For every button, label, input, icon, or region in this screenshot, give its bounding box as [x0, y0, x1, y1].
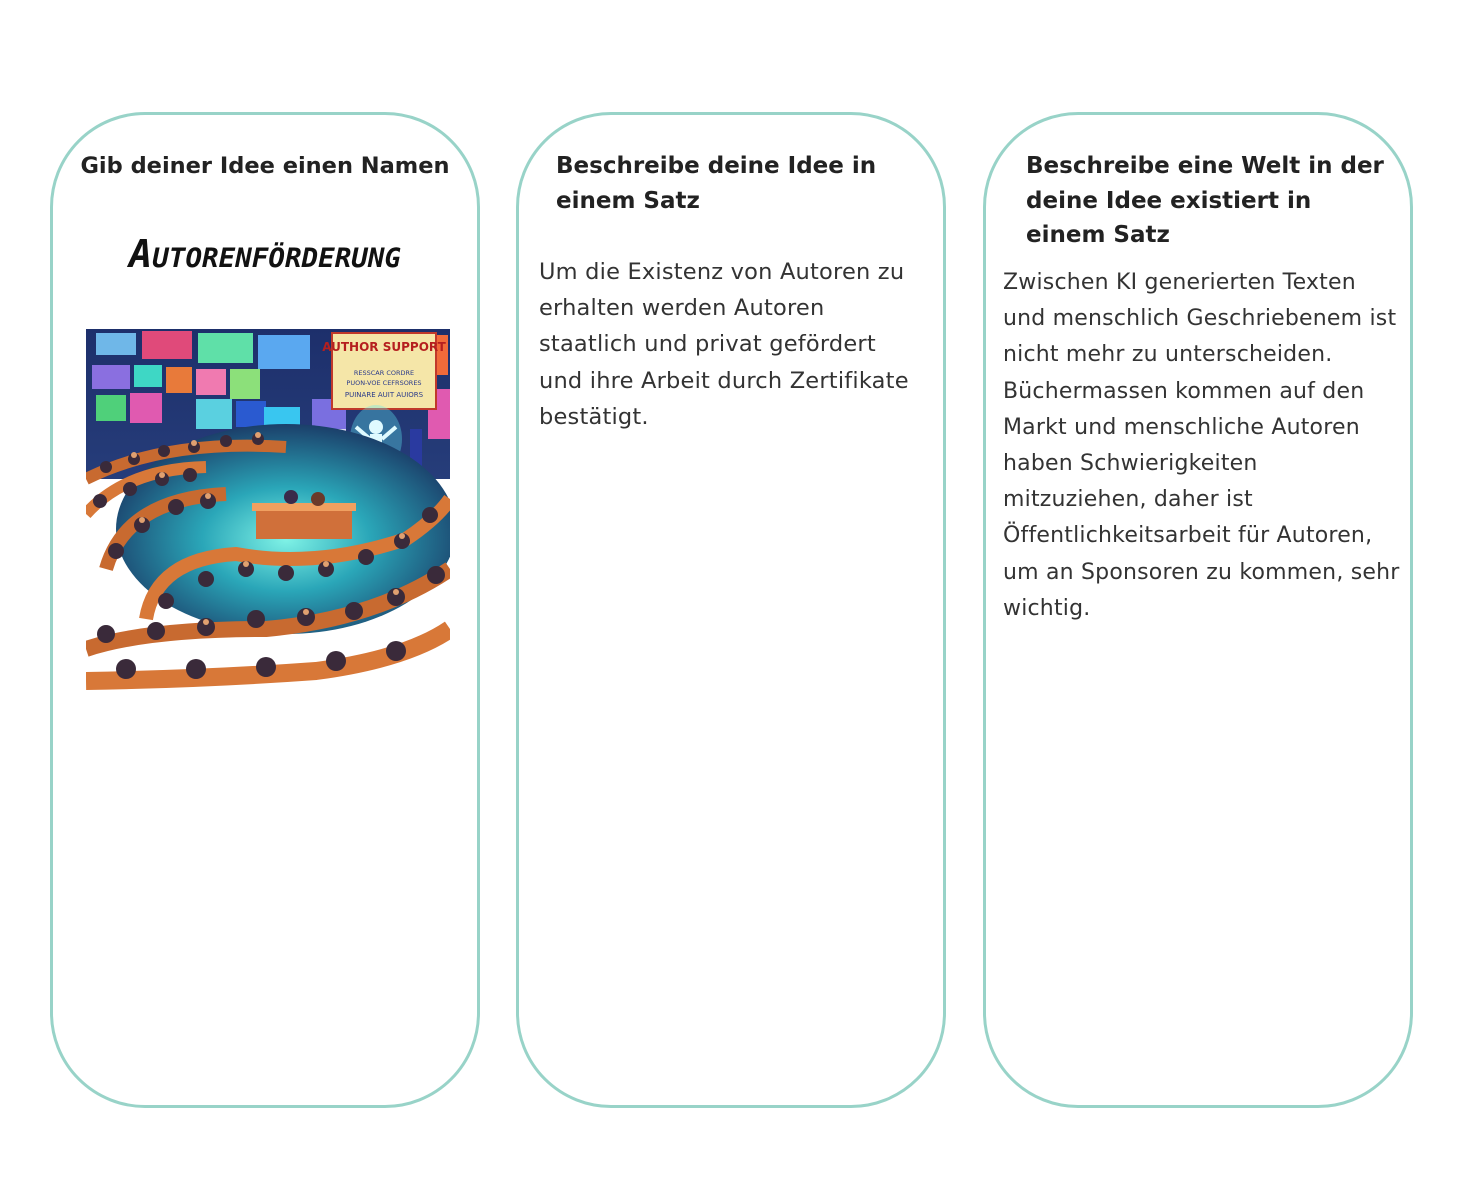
sign-line: PUINARE AUIT AUIORS — [344, 391, 424, 399]
illustration-graphic — [86, 329, 450, 693]
card-body-text: Zwischen KI generierten Texten und menschlich Geschriebenem ist nicht mehr zu unterscheiden. Büchermassen kommen auf den Markt und menschliche Autoren haben Schwierigkeiten mitzuziehen, daher ist Öffentlichkeitsarbeit für Autoren, um an Sponsoren zu kommen, sehr wichtig. — [1003, 270, 1400, 621]
sign-line: RESSCAR CORDRE — [353, 369, 415, 377]
sign-text: AUTHOR SUPPORT — [322, 340, 446, 354]
card-world-sentence — [983, 112, 1413, 1108]
sign-line: PUON-VOE CEFRSORES — [346, 379, 422, 387]
card-title: Beschreibe eine Welt in der deine Idee existiert in einem Satz — [1026, 153, 1384, 248]
card-title: Beschreibe deine Idee in einem Satz — [556, 153, 877, 214]
card-idea-name — [50, 112, 480, 1108]
card-idea-sentence — [516, 112, 946, 1108]
idea-name: Autorenförderung — [128, 232, 402, 276]
card-body-text: Um die Existenz von Autoren zu erhalten werden Autoren staatlich und privat gefördert und ihre Arbeit durch Zertifikate bestätigt. — [539, 259, 909, 430]
card-title: Gib deiner Idee einen Namen — [80, 153, 450, 179]
idea-illustration — [86, 329, 450, 693]
